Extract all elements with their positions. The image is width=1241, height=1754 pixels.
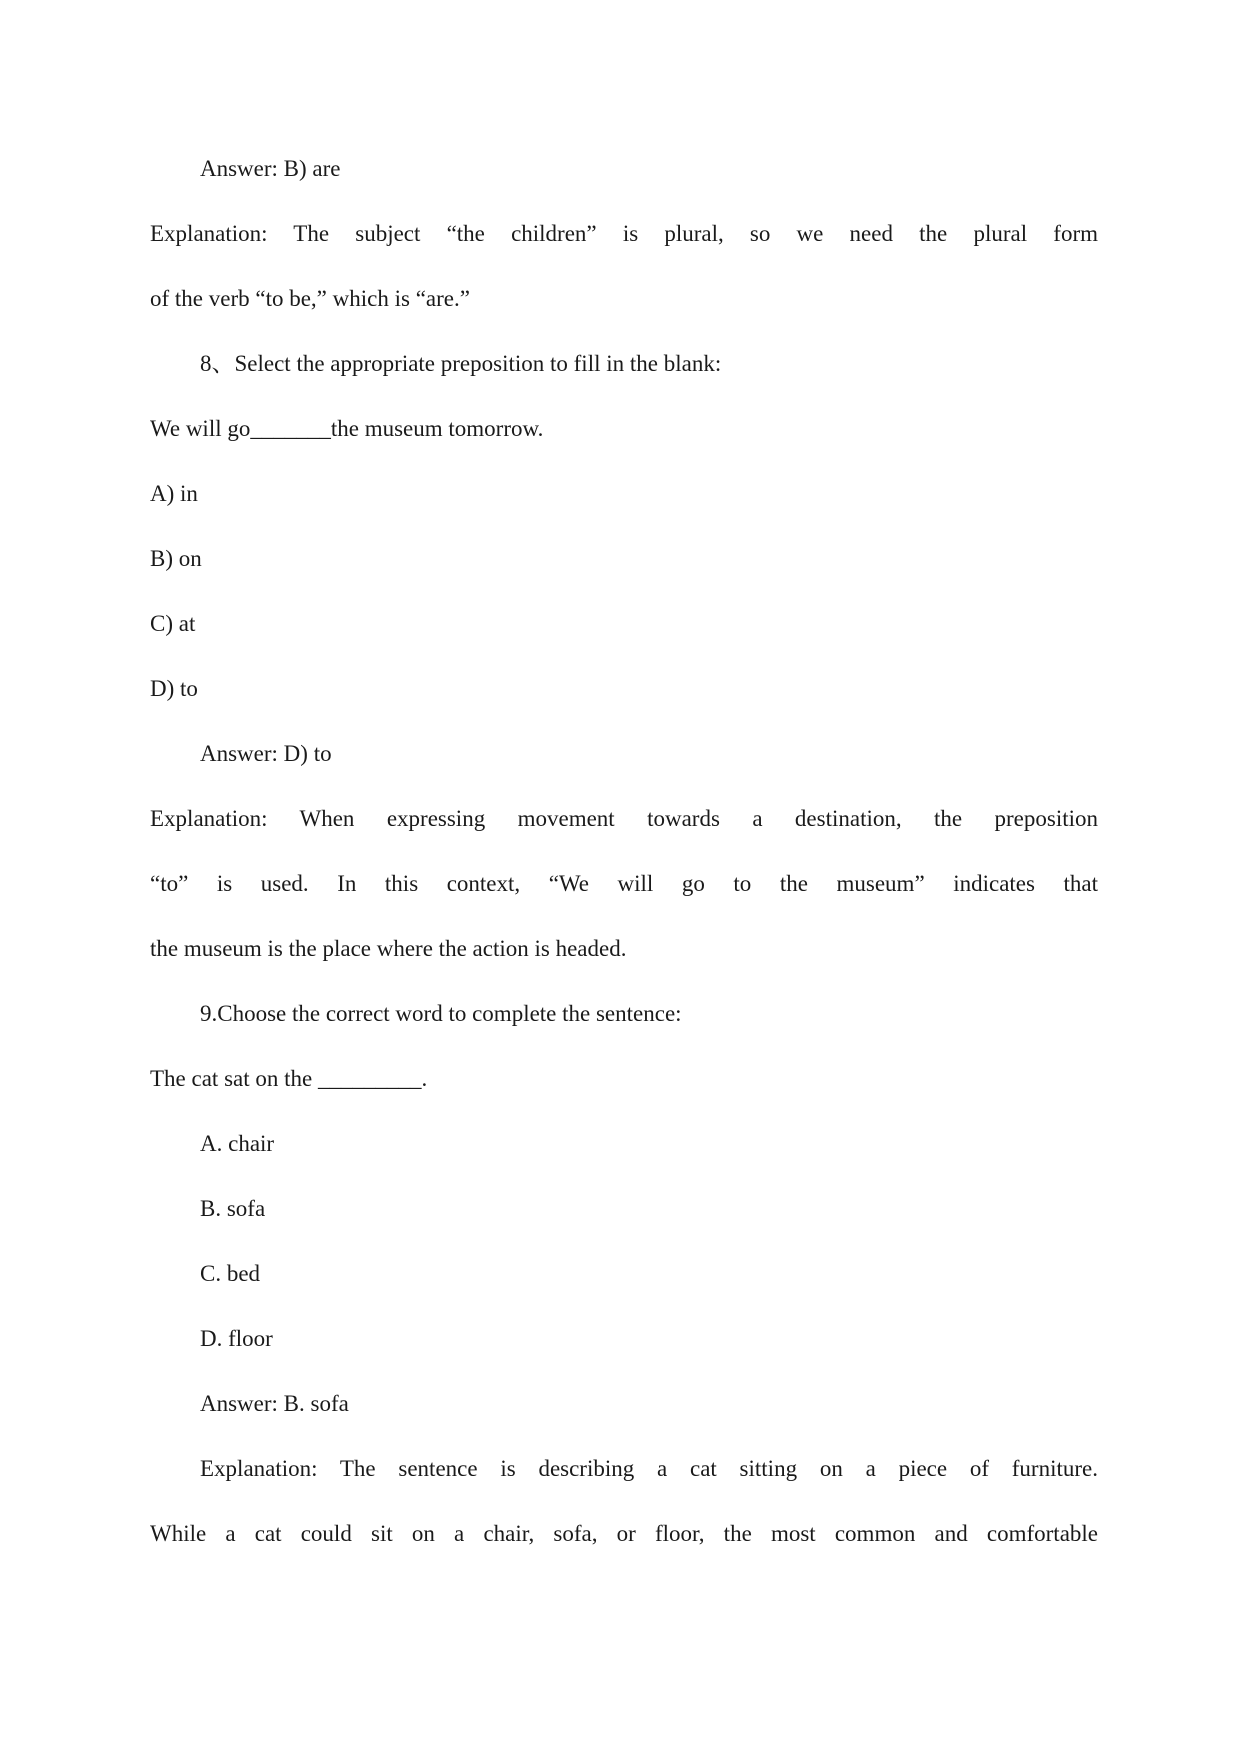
q8-explanation-line-2: “to” is used. In this context, “We will go to the museum” indicates that: [150, 871, 1098, 896]
document-page: [150, 146, 1098, 1576]
q9-option-d: D. floor: [200, 1326, 273, 1351]
q7-explanation-line-1: Explanation: The subject “the children” is plural, so we need the plural form: [150, 221, 1098, 246]
q8-option-c: C) at: [150, 611, 196, 636]
q9-answer: Answer: B. sofa: [200, 1391, 349, 1416]
q9-sentence: The cat sat on the _________.: [150, 1066, 428, 1091]
q7-answer: Answer: B) are: [200, 156, 341, 181]
q9-option-a: A. chair: [200, 1131, 275, 1156]
q8-option-d: D) to: [150, 676, 198, 701]
q9-option-b: B. sofa: [200, 1196, 266, 1221]
q8-option-a: A) in: [150, 481, 198, 506]
q9-option-c: C. bed: [200, 1261, 261, 1286]
q9-explanation-line-1: Explanation: The sentence is describing a cat sitting on a piece of furniture.: [200, 1456, 1098, 1481]
q7-explanation-line-2: of the verb “to be,” which is “are.”: [150, 286, 470, 311]
q9-prompt: 9.Choose the correct word to complete the sentence:: [200, 1001, 682, 1026]
q8-explanation-line-3: the museum is the place where the action is headed.: [150, 936, 627, 961]
q9-explanation-line-2: While a cat could sit on a chair, sofa, or floor, the most common and comfortable: [150, 1521, 1098, 1546]
q8-option-b: B) on: [150, 546, 202, 571]
q8-sentence: We will go_______the museum tomorrow.: [150, 416, 544, 441]
q8-explanation-line-1: Explanation: When expressing movement towards a destination, the preposition: [150, 806, 1098, 831]
q8-prompt: 8、Select the appropriate preposition to fill in the blank:: [200, 351, 722, 376]
q8-answer: Answer: D) to: [200, 741, 332, 766]
